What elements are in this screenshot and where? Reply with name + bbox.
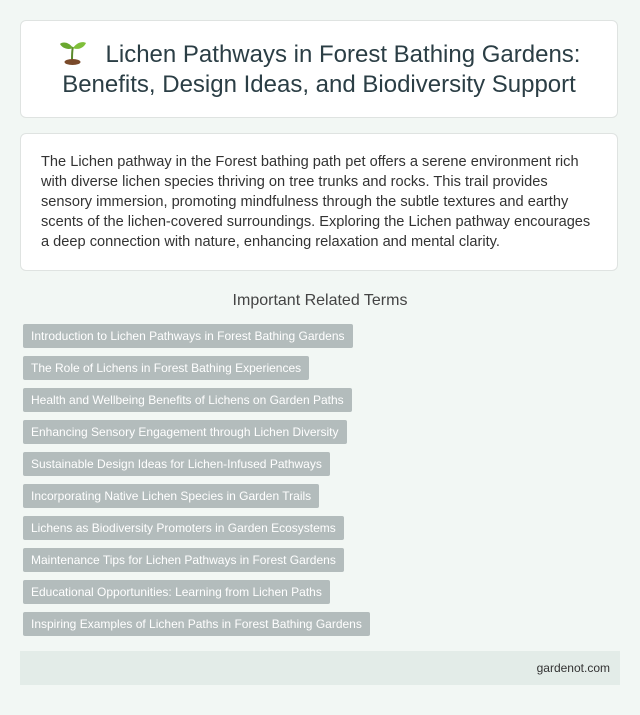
related-term-5[interactable]: Sustainable Design Ideas for Lichen-Infused Pathways xyxy=(23,452,330,476)
footer xyxy=(20,651,620,685)
page-title-text: Lichen Pathways in Forest Bathing Gardens: Benefits, Design Ideas, and Biodiversity Support xyxy=(62,40,581,98)
related-term-7[interactable]: Lichens as Biodiversity Promoters in Garden Ecosystems xyxy=(23,516,344,540)
related-term-10[interactable]: Inspiring Examples of Lichen Paths in Forest Bathing Gardens xyxy=(23,612,370,636)
description-text: The Lichen pathway in the Forest bathing path pet offers a serene environment rich with diverse lichen species thriving on tree trunks and rocks. This trail provides sensory immersion, promoting mindfulness through the subtle textures and earthy scents of the lichen-covered surroundings. Exploring the Lichen pathway encourages a deep connection with nature, enhancing relaxation and mental clarity. xyxy=(41,154,591,250)
page-title xyxy=(39,39,599,100)
description-card xyxy=(20,133,618,271)
title-card xyxy=(20,20,618,118)
related-term-3[interactable]: Health and Wellbeing Benefits of Lichens on Garden Paths xyxy=(23,388,352,412)
related-term-8[interactable]: Maintenance Tips for Lichen Pathways in Forest Gardens xyxy=(23,548,344,572)
related-terms-heading: Important Related Terms xyxy=(232,292,408,309)
related-term-6[interactable]: Incorporating Native Lichen Species in Garden Trails xyxy=(23,484,319,508)
related-term-2[interactable]: The Role of Lichens in Forest Bathing Experiences xyxy=(23,356,309,380)
related-term-4[interactable]: Enhancing Sensory Engagement through Lichen Diversity xyxy=(23,420,347,444)
seedling-icon xyxy=(58,39,88,65)
related-term-1[interactable]: Introduction to Lichen Pathways in Forest Bathing Gardens xyxy=(23,324,353,348)
footer-site-link[interactable]: gardenot.com xyxy=(536,661,610,675)
related-term-9[interactable]: Educational Opportunities: Learning from Lichen Paths xyxy=(23,580,330,604)
related-terms-list xyxy=(23,324,619,644)
